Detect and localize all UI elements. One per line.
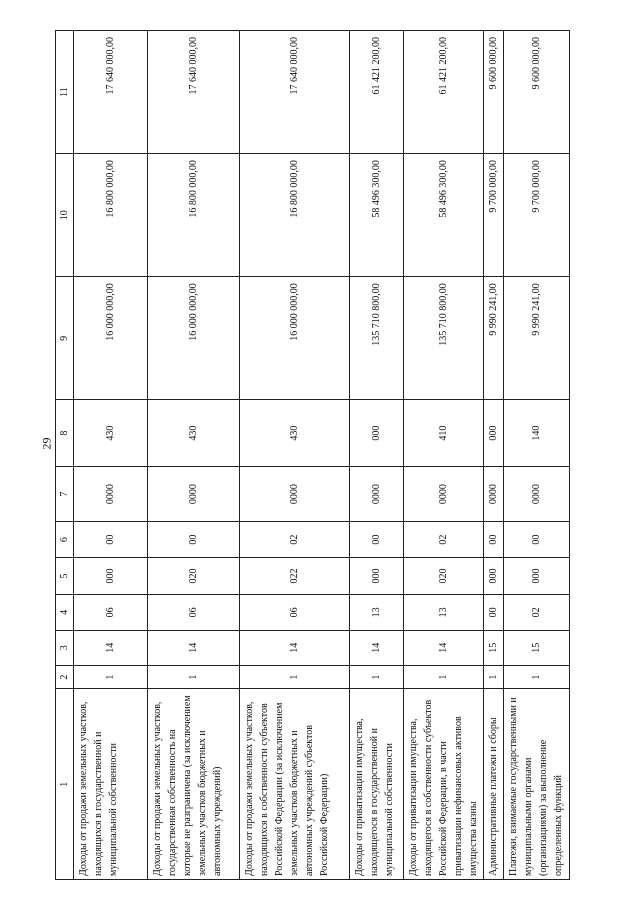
code-cell: 00: [484, 595, 504, 630]
code-cell: 1: [74, 665, 148, 689]
code-cell: 1: [148, 665, 240, 689]
column-header: 3: [56, 630, 74, 665]
table-row: [148, 31, 240, 880]
income-name: Доходы от приватизации имущества, находящегося в государственной и муниципальной собственности: [350, 689, 404, 880]
code-cell: 430: [148, 400, 240, 466]
header-row: [56, 31, 74, 880]
code-cell: 02: [404, 522, 484, 557]
income-name: Доходы от приватизации имущества, находящегося в собственности субъектов Российской Федерации, в части приватизации нефинансовых активов имущества казны: [404, 689, 484, 880]
table-row: [404, 31, 484, 880]
table-row: [240, 31, 350, 880]
amount-cell: 58 496 300,00: [404, 154, 484, 277]
code-cell: 02: [240, 522, 350, 557]
income-name: Платежи, взимаемые государственными и муниципальными органами (организациями) за выполнение определенных функций: [504, 689, 570, 880]
column-header: 5: [56, 557, 74, 594]
amount-cell: 9 990 241,00: [504, 277, 570, 400]
amount-cell: 9 700 000,00: [484, 154, 504, 277]
rotated-table-container: [55, 30, 564, 880]
code-cell: 15: [504, 630, 570, 665]
code-cell: 000: [484, 400, 504, 466]
code-cell: 430: [74, 400, 148, 466]
code-cell: 430: [240, 400, 350, 466]
page-number: 29: [39, 437, 54, 450]
code-cell: 022: [240, 557, 350, 594]
column-header: 6: [56, 522, 74, 557]
amount-cell: 16 800 000,00: [74, 154, 148, 277]
code-cell: 000: [504, 557, 570, 594]
code-cell: 0000: [350, 466, 404, 522]
code-cell: 02: [504, 595, 570, 630]
code-cell: 00: [148, 522, 240, 557]
code-cell: 1: [504, 665, 570, 689]
code-cell: 1: [404, 665, 484, 689]
column-header: 8: [56, 400, 74, 466]
amount-cell: 9 700 000,00: [504, 154, 570, 277]
code-cell: 0000: [484, 466, 504, 522]
code-cell: 14: [148, 630, 240, 665]
column-header: 11: [56, 31, 74, 154]
code-cell: 13: [350, 595, 404, 630]
code-cell: 13: [404, 595, 484, 630]
code-cell: 1: [484, 665, 504, 689]
amount-cell: 135 710 800,00: [404, 277, 484, 400]
income-name: Административные платежи и сборы: [484, 689, 504, 880]
code-cell: 06: [74, 595, 148, 630]
code-cell: 15: [484, 630, 504, 665]
code-cell: 00: [74, 522, 148, 557]
code-cell: 14: [240, 630, 350, 665]
code-cell: 000: [350, 557, 404, 594]
amount-cell: 61 421 200,00: [350, 31, 404, 154]
table-row: [74, 31, 148, 880]
income-name: Доходы от продажи земельных участков, находящихся в собственности субъектов Российской Федерации (за исключением земельных участков бюджетных и автономных учреждений субъектов Российской Федерации): [240, 689, 350, 880]
column-header: 7: [56, 466, 74, 522]
code-cell: 06: [148, 595, 240, 630]
amount-cell: 9 990 241,00: [484, 277, 504, 400]
code-cell: 000: [74, 557, 148, 594]
code-cell: 1: [240, 665, 350, 689]
table-row: [484, 31, 504, 880]
table-row: [504, 31, 570, 880]
amount-cell: 135 710 800,00: [350, 277, 404, 400]
amount-cell: 16 800 000,00: [240, 154, 350, 277]
table-row: [350, 31, 404, 880]
code-cell: 410: [404, 400, 484, 466]
column-header: 9: [56, 277, 74, 400]
amount-cell: 61 421 200,00: [404, 31, 484, 154]
amount-cell: 9 600 000,00: [484, 31, 504, 154]
code-cell: 00: [484, 522, 504, 557]
code-cell: 1: [350, 665, 404, 689]
code-cell: 0000: [404, 466, 484, 522]
income-name: Доходы от продажи земельных участков, государственная собственность на которые не разграничена (за исключением земельных участков бюджетных и автономных учреждений): [148, 689, 240, 880]
code-cell: 00: [350, 522, 404, 557]
code-cell: 000: [484, 557, 504, 594]
amount-cell: 17 640 000,00: [148, 31, 240, 154]
code-cell: 0000: [74, 466, 148, 522]
amount-cell: 16 000 000,00: [240, 277, 350, 400]
code-cell: 14: [350, 630, 404, 665]
column-header: 2: [56, 665, 74, 689]
code-cell: 14: [74, 630, 148, 665]
code-cell: 020: [148, 557, 240, 594]
code-cell: 020: [404, 557, 484, 594]
code-cell: 140: [504, 400, 570, 466]
amount-cell: 9 600 000,00: [504, 31, 570, 154]
amount-cell: 17 640 000,00: [240, 31, 350, 154]
code-cell: 0000: [148, 466, 240, 522]
column-header: 1: [56, 689, 74, 880]
amount-cell: 58 496 300,00: [350, 154, 404, 277]
revenue-table: [55, 30, 570, 880]
amount-cell: 16 000 000,00: [74, 277, 148, 400]
income-name: Доходы от продажи земельных участков, находящихся в государственной и муниципальной собственности: [74, 689, 148, 880]
code-cell: 14: [404, 630, 484, 665]
amount-cell: 16 800 000,00: [148, 154, 240, 277]
code-cell: 0000: [504, 466, 570, 522]
code-cell: 0000: [240, 466, 350, 522]
code-cell: 000: [350, 400, 404, 466]
column-header: 10: [56, 154, 74, 277]
code-cell: 06: [240, 595, 350, 630]
code-cell: 00: [504, 522, 570, 557]
column-header: 4: [56, 595, 74, 630]
amount-cell: 16 000 000,00: [148, 277, 240, 400]
amount-cell: 17 640 000,00: [74, 31, 148, 154]
